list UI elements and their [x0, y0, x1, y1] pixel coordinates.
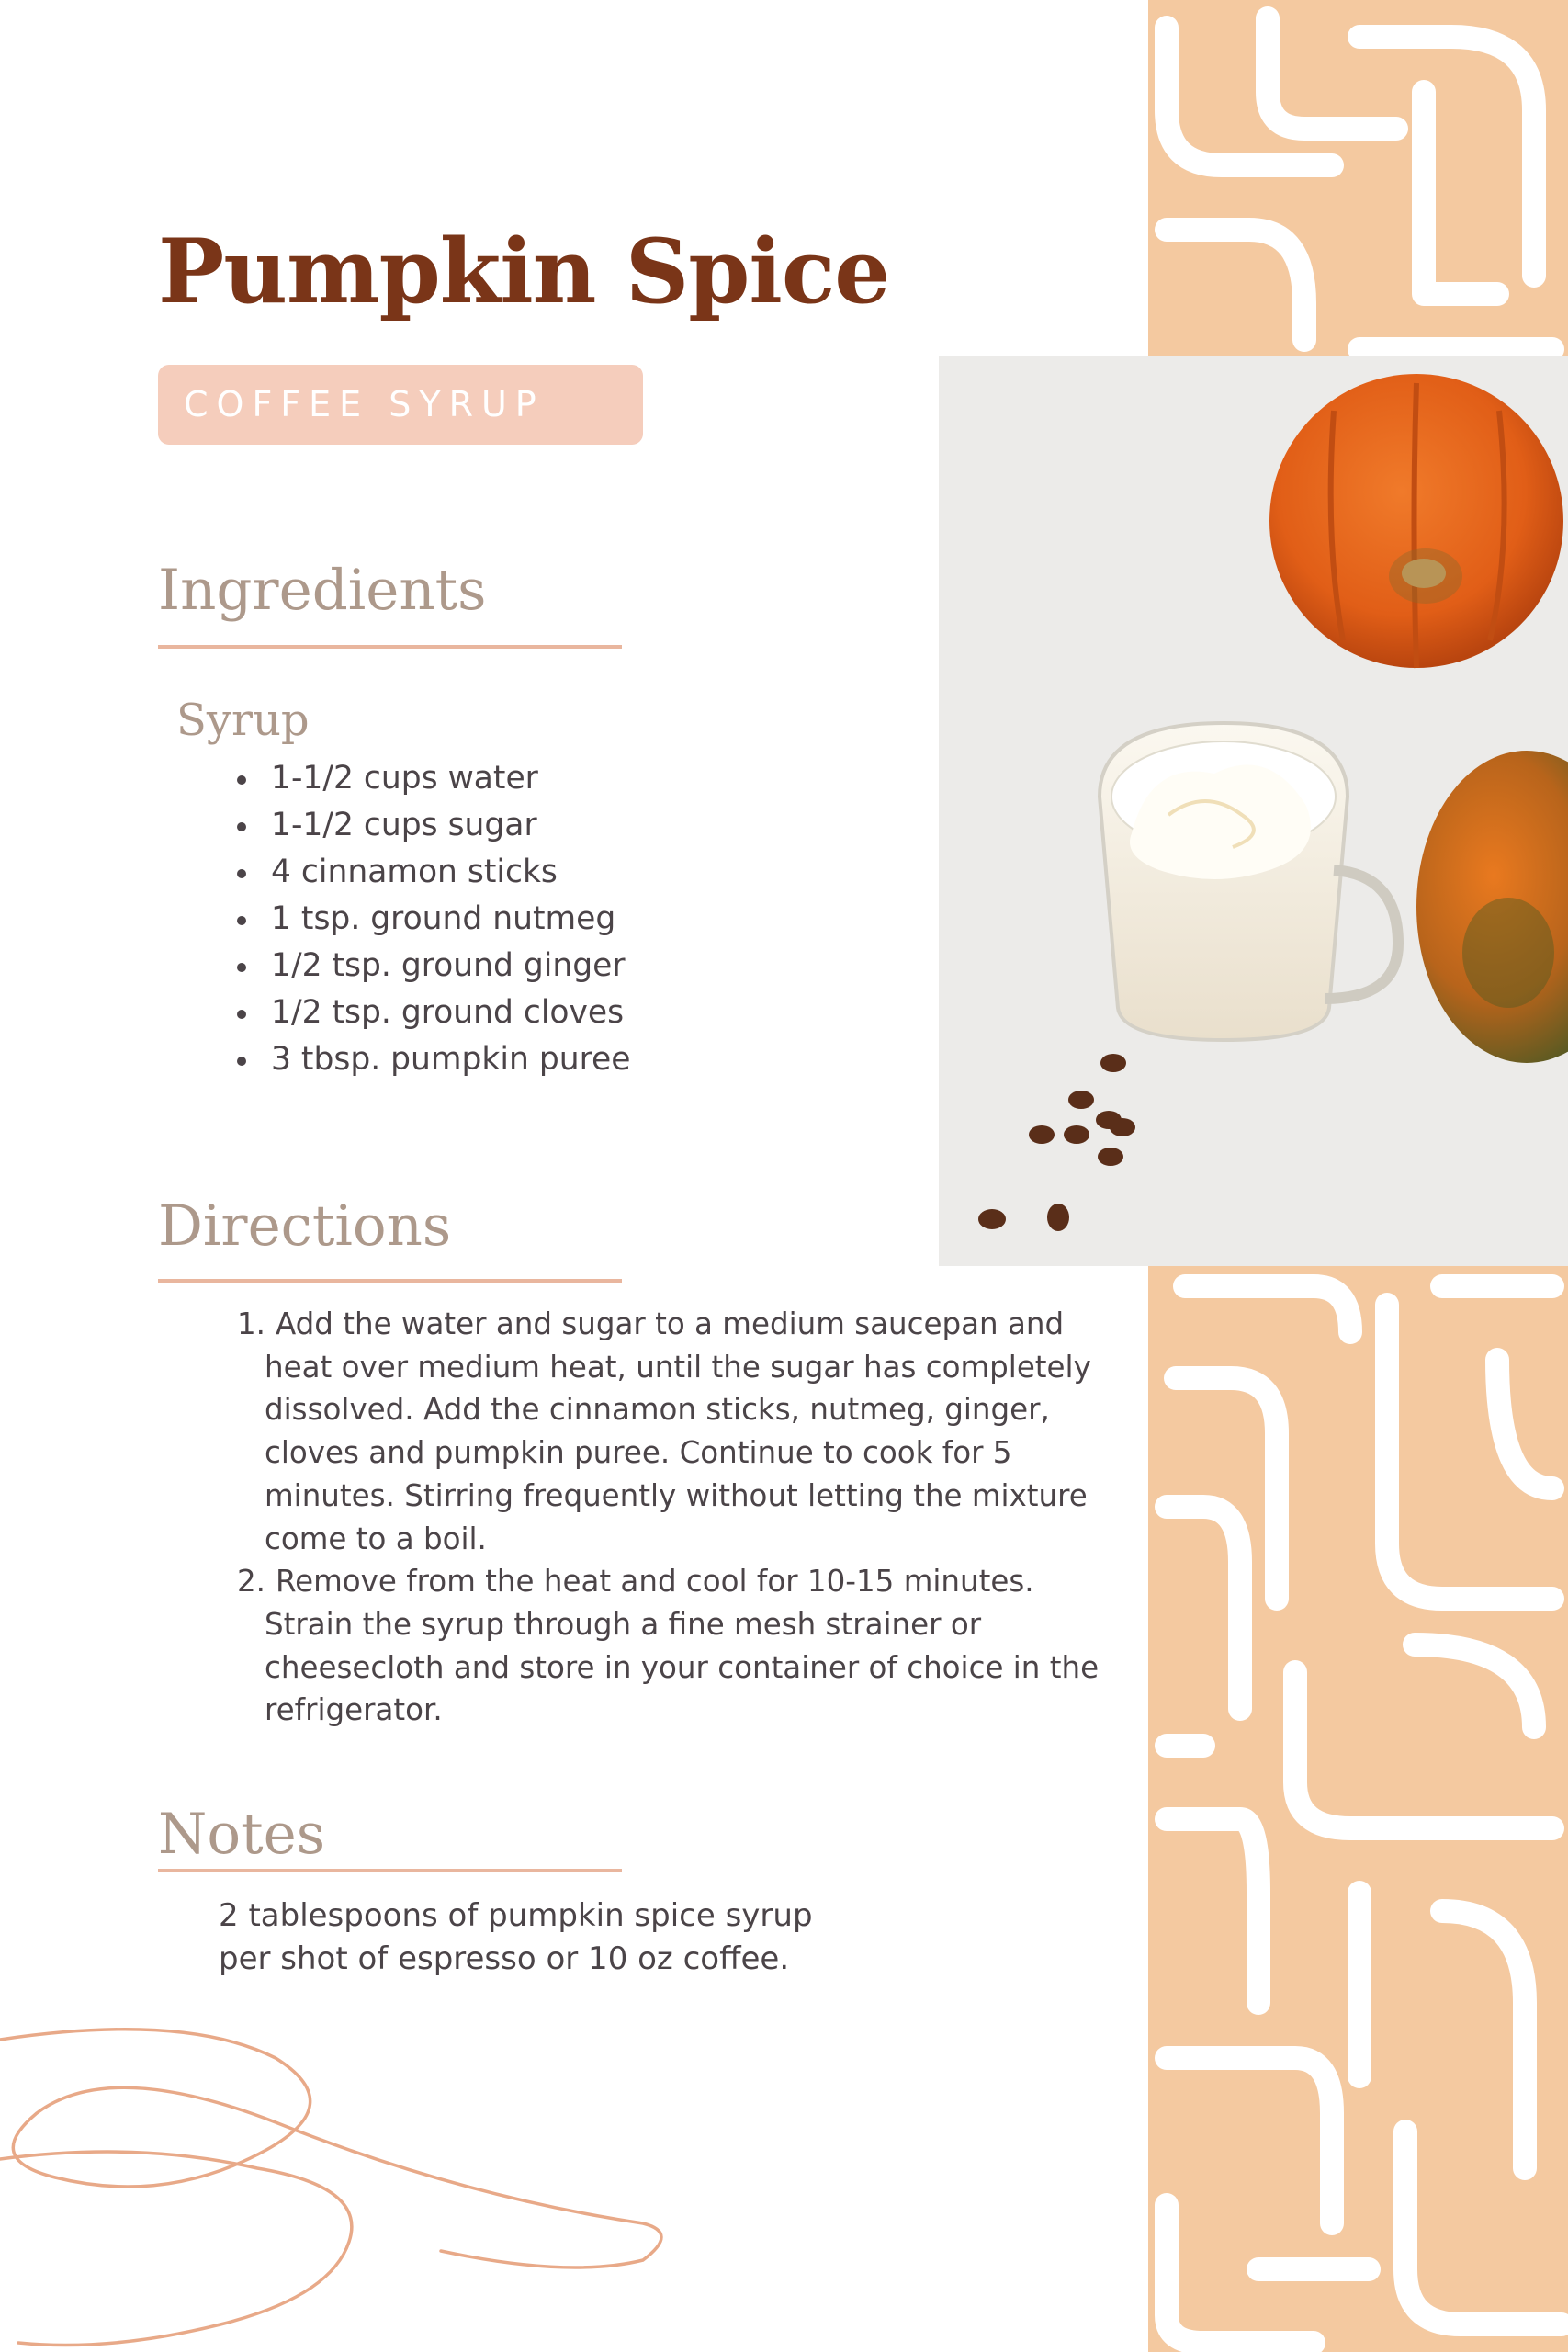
directions-heading: Directions [158, 1193, 452, 1259]
notes-text: 2 tablespoons of pumpkin spice syrup per shot of espresso or 10 oz coffee. [219, 1897, 813, 1977]
directions-divider [158, 1279, 622, 1283]
ingredient-list [271, 755, 630, 1083]
ingredient-item [271, 802, 630, 849]
ingredient-text: 4 cinnamon sticks [271, 854, 558, 890]
ingredient-text: 1-1/2 cups sugar [271, 807, 537, 843]
direction-step [237, 1560, 1119, 1732]
ingredient-item [271, 989, 630, 1036]
ingredients-heading: Ingredients [158, 558, 487, 623]
ingredient-text: 1/2 tsp. ground ginger [271, 947, 626, 984]
bullet-icon [237, 1057, 246, 1066]
bullet-icon [237, 916, 246, 925]
bullet-icon [237, 775, 246, 785]
latte-pumpkin-photo [939, 356, 1568, 1266]
step-number: 1. [237, 1306, 266, 1341]
step-text: Remove from the heat and cool for 10-15 minutes. Strain the syrup through a fine mesh strainer or cheesecloth and store in your container of choice in the refrigerator. [265, 1564, 1100, 1728]
page-title: Pumpkin Spice [158, 220, 890, 323]
ingredient-text: 1 tsp. ground nutmeg [271, 900, 616, 937]
step-number: 2. [237, 1564, 266, 1600]
direction-step [237, 1303, 1119, 1560]
bullet-icon [237, 1010, 246, 1019]
ingredient-item [271, 943, 630, 989]
notes-heading: Notes [158, 1802, 326, 1867]
bullet-icon [237, 822, 246, 831]
ingredient-item [271, 896, 630, 943]
subtitle-text: COFFEE SYRUP [184, 384, 545, 424]
ingredient-text: 1/2 tsp. ground cloves [271, 994, 625, 1031]
ingredient-text: 1-1/2 cups water [271, 760, 538, 797]
ingredient-item [271, 849, 630, 896]
bullet-icon [237, 963, 246, 972]
bullet-icon [237, 869, 246, 878]
syrup-subheading: Syrup [176, 695, 310, 746]
subtitle-badge [158, 365, 643, 445]
ingredients-divider [158, 645, 622, 649]
ingredient-item [271, 1036, 630, 1083]
decorative-squiggle [0, 2003, 698, 2352]
ingredient-item [271, 755, 630, 802]
notes-divider [158, 1869, 622, 1872]
ingredient-text: 3 tbsp. pumpkin puree [271, 1041, 631, 1078]
directions-list [237, 1303, 1119, 1732]
step-text: Add the water and sugar to a medium saucepan and heat over medium heat, until the sugar has completely dissolved. Add the cinnamon sticks, nutmeg, ginger, cloves and pumpkin puree. Continue to cook for 5 minutes. Stirring frequently without letting the mixture come to a boil. [265, 1306, 1091, 1556]
